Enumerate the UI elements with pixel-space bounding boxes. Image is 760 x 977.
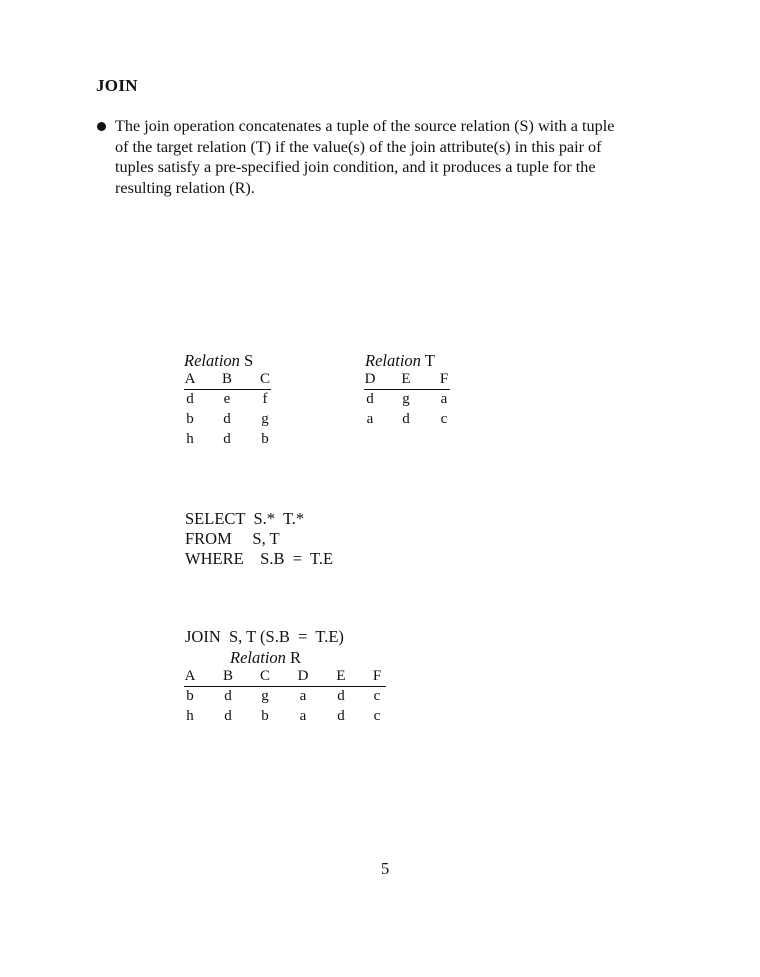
relation-r-column-header: C [259,668,270,684]
sql-select-line: SELECT S.* T.* [185,509,305,528]
relation-s-cell: h [186,431,194,447]
relation-r-column-header: F [372,668,382,684]
relation-r-header-underline [184,686,386,687]
paragraph-line: The join operation concatenates a tuple of the source relation (S) with a tuple [115,117,615,135]
relation-s-cell: d [223,411,231,427]
description-paragraph [115,116,705,198]
relation-r-cell: a [299,688,307,704]
relation-r-cell: h [186,708,194,724]
relation-s-cell: f [262,391,268,407]
relation-t-column-header: E [401,371,411,387]
relation-s-title [184,351,253,371]
relation-s-cell: b [261,431,269,447]
relation-r-title [230,648,301,668]
relation-t-title [365,351,435,371]
relation-r-column-header: E [336,668,346,684]
sql-query [185,509,333,569]
relation-s-title-label: Relation [184,351,240,370]
relation-r-column-header: A [184,668,196,684]
relation-r-cell: d [337,708,345,724]
bullet-icon [97,122,106,131]
relation-t-cell: d [366,391,374,407]
relation-r-title-label: Relation [230,648,286,667]
relation-t-column-header: F [439,371,449,387]
paragraph-line: tuples satisfy a pre-specified join condition, and it produces a tuple for the [115,158,596,176]
relation-r-column-header: B [222,668,233,684]
relation-t-title-name: T [424,351,435,370]
relation-r-cell: d [337,688,345,704]
relation-s-title-name: S [244,351,254,370]
relation-r-cell: d [224,708,232,724]
relation-s-cell: d [223,431,231,447]
relation-t-cell: a [366,411,374,427]
relation-s-cell: b [186,411,194,427]
relation-s-column-header: C [259,371,270,387]
page-number: 5 [381,859,390,878]
relation-t-cell: c [440,411,448,427]
relation-s-cell: d [186,391,194,407]
relation-r-title-name: R [290,648,302,667]
paragraph-line: of the target relation (T) if the value(s) of the join attribute(s) in this pair of [115,137,602,156]
relation-t-title-label: Relation [365,351,421,370]
relation-s-cell: e [223,391,231,407]
sql-from-line: FROM S, T [185,529,280,548]
relation-t-cell: d [402,411,410,427]
relation-s-column-header: A [184,371,196,387]
relation-r-cell: c [373,688,381,704]
sql-where-line: WHERE S.B = T.E [185,549,334,568]
relation-t-cell: g [402,391,410,407]
relation-r-cell: b [261,708,269,724]
join-expression: JOIN S, T (S.B = T.E) [185,627,344,646]
relation-r-cell: g [261,688,269,704]
relation-r-cell: b [186,688,194,704]
relation-r-cell: d [224,688,232,704]
relation-t-cell: a [440,391,448,407]
relation-s-cell: g [261,411,269,427]
relation-t-header-underline [364,389,450,390]
relation-r-column-header: D [297,668,309,684]
section-heading: JOIN [96,76,138,95]
relation-r-cell: a [299,708,307,724]
relation-r-cell: c [373,708,381,724]
relation-s-header-underline [184,389,271,390]
relation-s-column-header: B [221,371,232,387]
paragraph-line: resulting relation (R). [115,178,255,197]
relation-t-column-header: D [364,371,376,387]
